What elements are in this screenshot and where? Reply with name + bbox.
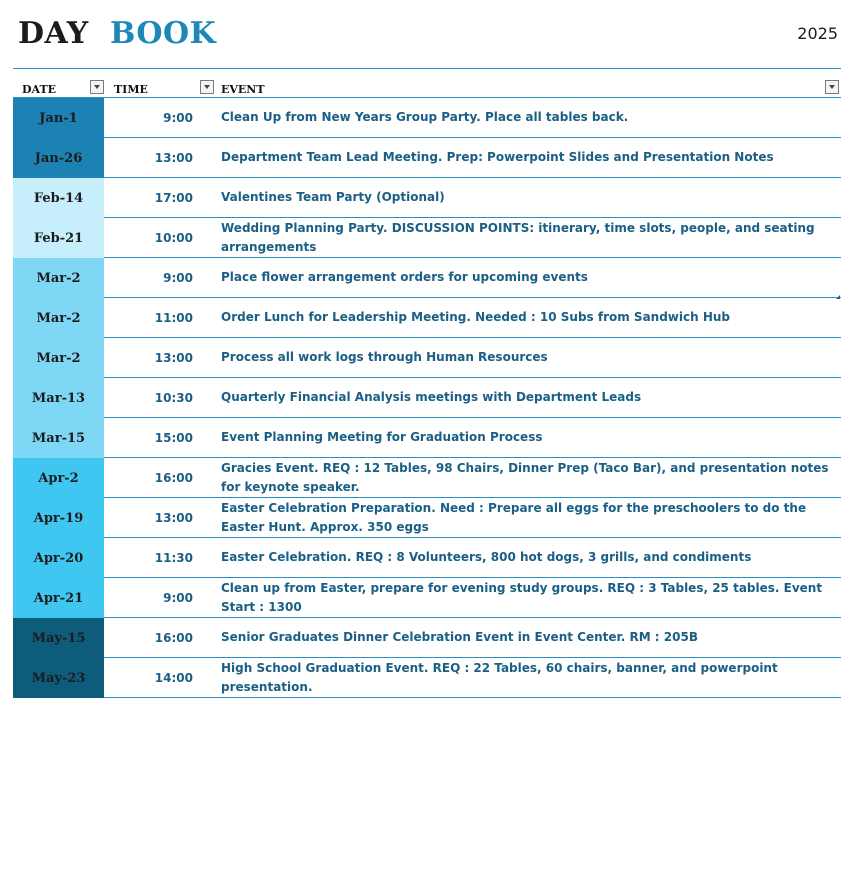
column-header-date xyxy=(13,69,104,97)
table-body xyxy=(13,98,841,698)
table-row xyxy=(13,218,841,258)
table-row xyxy=(13,618,841,658)
table-row xyxy=(13,658,841,698)
event-cell[interactable]: High School Graduation Event. REQ : 22 Tables, 60 chairs, banner, and powerpoint presentation. xyxy=(221,660,778,694)
table-row xyxy=(13,98,841,138)
table-header-row xyxy=(13,68,841,98)
date-cell[interactable]: Mar-2 xyxy=(13,298,104,338)
column-header-time xyxy=(104,69,214,97)
date-cell[interactable]: Apr-20 xyxy=(13,538,104,578)
table-row xyxy=(13,538,841,578)
event-cell[interactable]: Order Lunch for Leadership Meeting. Needed : 10 Subs from Sandwich Hub xyxy=(221,310,731,324)
time-cell[interactable]: 13:00 xyxy=(154,510,193,525)
event-cell[interactable]: Clean Up from New Years Group Party. Place all tables back. xyxy=(221,110,629,124)
time-cell[interactable]: 16:00 xyxy=(154,470,193,485)
date-cell[interactable]: Jan-1 xyxy=(13,98,104,138)
title-book: BOOK xyxy=(110,16,217,51)
page-header xyxy=(18,14,838,54)
time-cell[interactable]: 9:00 xyxy=(163,590,193,605)
date-cell[interactable]: Feb-14 xyxy=(13,178,104,218)
column-header-date-label: DATE xyxy=(22,83,57,96)
column-header-time-label: TIME xyxy=(114,83,148,96)
event-cell[interactable]: Wedding Planning Party. DISCUSSION POINTS: itinerary, time slots, people, and seating arrangements xyxy=(221,220,815,254)
event-cell[interactable]: Easter Celebration. REQ : 8 Volunteers, 800 hot dogs, 3 grills, and condiments xyxy=(221,550,752,564)
title-day: DAY xyxy=(18,16,89,51)
event-cell[interactable]: Valentines Team Party (Optional) xyxy=(221,190,445,204)
year-label: 2025 xyxy=(797,24,838,43)
time-cell[interactable]: 10:00 xyxy=(154,230,193,245)
time-cell[interactable]: 10:30 xyxy=(154,390,193,405)
time-cell[interactable]: 9:00 xyxy=(163,270,193,285)
date-cell[interactable]: Feb-21 xyxy=(13,218,104,258)
table-row xyxy=(13,138,841,178)
table-row xyxy=(13,338,841,378)
time-cell[interactable]: 16:00 xyxy=(154,630,193,645)
time-cell[interactable]: 9:00 xyxy=(163,110,193,125)
date-cell[interactable]: Jan-26 xyxy=(13,138,104,178)
time-cell[interactable]: 13:00 xyxy=(154,150,193,165)
date-cell[interactable]: Mar-13 xyxy=(13,378,104,418)
date-cell[interactable]: Mar-2 xyxy=(13,258,104,298)
event-cell[interactable]: Process all work logs through Human Resources xyxy=(221,350,548,364)
date-cell[interactable]: Apr-19 xyxy=(13,498,104,538)
filter-dropdown-time-icon[interactable] xyxy=(200,80,214,94)
event-cell[interactable]: Quarterly Financial Analysis meetings with Department Leads xyxy=(221,390,642,404)
event-cell[interactable]: Easter Celebration Preparation. Need : Prepare all eggs for the preschoolers to do the Easter Hunt. Approx. 350 eggs xyxy=(221,500,807,534)
table-row xyxy=(13,178,841,218)
date-cell[interactable]: May-23 xyxy=(13,658,104,698)
time-cell[interactable]: 13:00 xyxy=(154,350,193,365)
table-row xyxy=(13,498,841,538)
event-cell[interactable]: Place flower arrangement orders for upcoming events xyxy=(221,270,588,284)
time-cell[interactable]: 11:30 xyxy=(154,550,193,565)
time-cell[interactable]: 15:00 xyxy=(154,430,193,445)
column-header-event xyxy=(214,69,841,97)
event-cell[interactable]: Senior Graduates Dinner Celebration Event in Event Center. RM : 205B xyxy=(221,630,698,644)
event-cell[interactable]: Gracies Event. REQ : 12 Tables, 98 Chairs, Dinner Prep (Taco Bar), and presentation notes for keynote speaker. xyxy=(221,460,829,494)
filter-dropdown-event-icon[interactable] xyxy=(825,80,839,94)
date-cell[interactable]: Mar-15 xyxy=(13,418,104,458)
time-cell[interactable]: 11:00 xyxy=(154,310,193,325)
date-cell[interactable]: Apr-2 xyxy=(13,458,104,498)
event-cell[interactable]: Event Planning Meeting for Graduation Process xyxy=(221,430,543,444)
column-header-event-label: EVENT xyxy=(221,83,265,96)
date-cell[interactable]: May-15 xyxy=(13,618,104,658)
table-row xyxy=(13,378,841,418)
date-cell[interactable]: Mar-2 xyxy=(13,338,104,378)
filter-dropdown-date-icon[interactable] xyxy=(90,80,104,94)
table-row xyxy=(13,578,841,618)
event-cell[interactable]: Clean up from Easter, prepare for evening study groups. REQ : 3 Tables, 25 tables. Event Start : 1300 xyxy=(221,580,823,614)
time-cell[interactable]: 14:00 xyxy=(154,670,193,685)
table-row xyxy=(13,418,841,458)
time-cell[interactable]: 17:00 xyxy=(154,190,193,205)
event-cell[interactable]: Department Team Lead Meeting. Prep: Powerpoint Slides and Presentation Notes xyxy=(221,150,774,164)
date-cell[interactable]: Apr-21 xyxy=(13,578,104,618)
day-book-table xyxy=(13,68,841,698)
table-row xyxy=(13,298,841,338)
table-row xyxy=(13,458,841,498)
table-row xyxy=(13,258,841,298)
